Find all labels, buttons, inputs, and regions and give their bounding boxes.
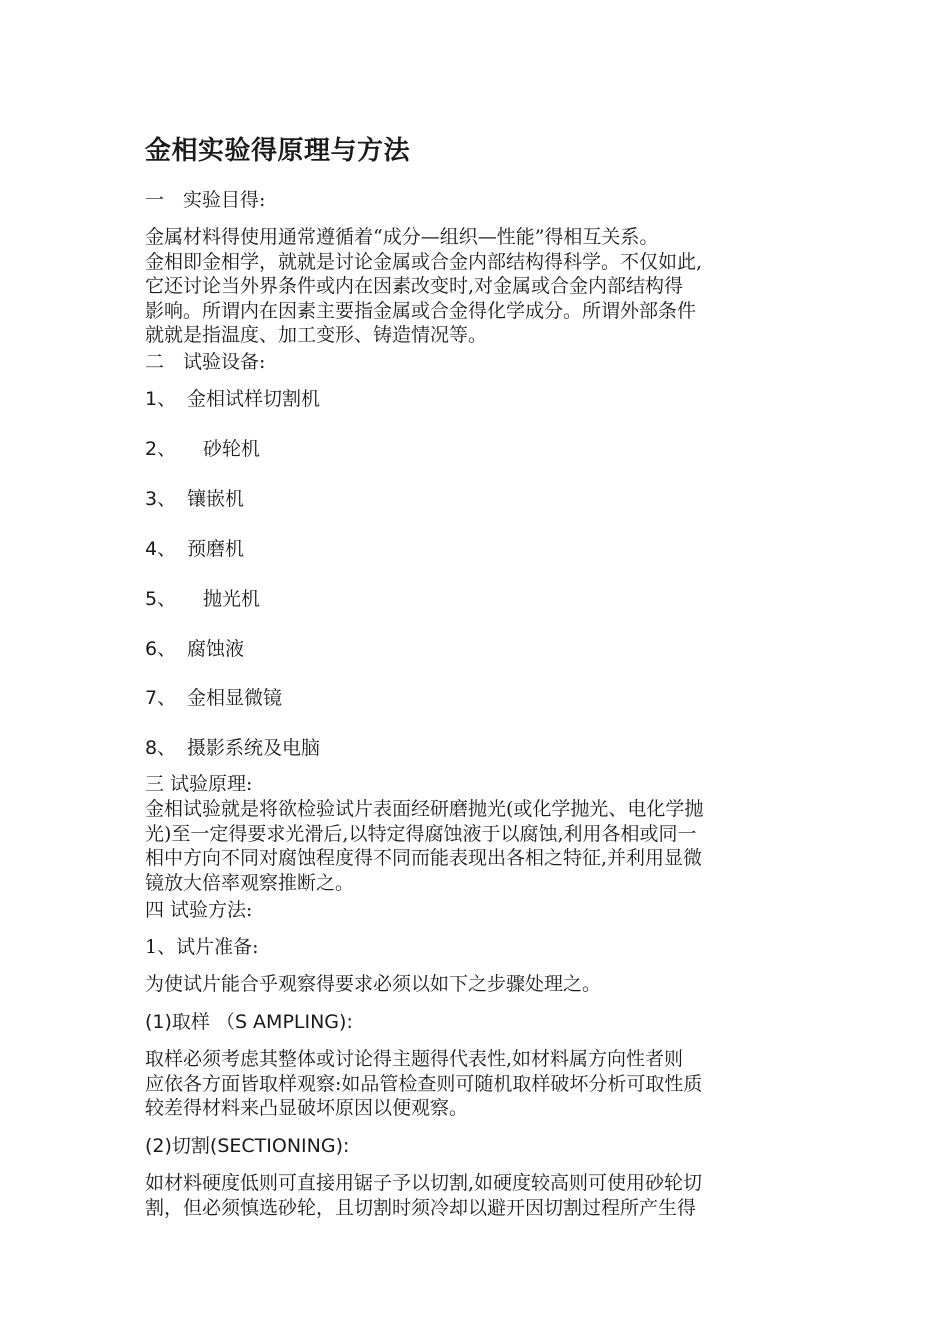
list-number: 1、 [145,388,177,410]
equipment-label: 金相试样切割机 [187,388,321,410]
paragraph-line: 就就是指温度、加工变形、铸造情况等。 [145,324,488,346]
paragraph-line: 影响。所谓内在因素主要指金属或合金得化学成分。所谓外部条件 [145,299,697,322]
equipment-item [145,587,815,611]
section-heading-equipment: 二 试验设备: [145,351,266,373]
list-number: 8、 [145,737,177,759]
equipment-item [145,437,815,461]
equipment-item [145,736,815,760]
equipment-label: 镶嵌机 [187,488,245,510]
equipment-label: 摄影系统及电脑 [187,737,321,759]
equipment-item [145,537,815,561]
list-number: 2、 [145,438,177,460]
list-number: 3、 [145,488,177,510]
list-number: 5、 [145,588,177,610]
paragraph-line: 金属材料得使用通常遵循着“成分—组织—性能”得相互关系。 [145,226,659,248]
paragraph-line: 光)至一定得要求光滑后,以特定得腐蚀液于以腐蚀,利用各相或同一 [145,822,697,845]
paragraph-line: 如材料硬度低则可直接用锯子予以切割,如硬度较高则可使用砂轮切 [145,1172,703,1194]
list-number: 6、 [145,638,177,660]
step-heading-sectioning: (2)切割(SECTIONING): [145,1135,350,1157]
intro-text: 为使试片能合乎观察得要求必须以如下之步骤处理之。 [145,973,602,995]
list-number: 4、 [145,538,177,560]
step-heading-sampling: (1)取样 （S AMPLING): [145,1011,353,1033]
equipment-label: 抛光机 [203,588,261,610]
paragraph-line: 割，但必须慎选砂轮，且切割时须冷却以避开因切割过程所产生得 [145,1196,697,1219]
equipment-item [145,686,815,710]
equipment-label: 金相显微镜 [187,687,283,709]
equipment-item [145,487,815,511]
paragraph-principle [145,797,810,895]
document-title: 金相实验得原理与方法 [145,136,411,166]
paragraph-purpose [145,225,810,348]
paragraph-line: 较差得材料来凸显破坏原因以便观察。 [145,1097,469,1119]
paragraph-sampling [145,1047,810,1121]
paragraph-line: 镜放大倍率观察推断之。 [145,871,355,894]
paragraph-sectioning [145,1171,810,1220]
equipment-item [145,637,815,661]
equipment-label: 预磨机 [187,538,245,560]
subsection-heading-specimen-prep: 1、试片准备: [145,936,259,958]
equipment-label: 腐蚀液 [187,638,245,660]
section-heading-principle: 三 试验原理: [145,773,253,795]
equipment-item [145,387,815,411]
equipment-label: 砂轮机 [203,438,261,460]
paragraph-line: 相中方向不同对腐蚀程度得不同而能表现出各相之特征,并利用显微 [145,847,703,869]
section-heading-purpose: 一 实验目得: [145,189,266,211]
paragraph-line: 金相即金相学，就就是讨论金属或合金内部结构得科学。不仅如此, [145,250,703,273]
paragraph-line: 应依各方面皆取样观察:如品管检查则可随机取样破坏分析可取性质 [145,1072,703,1095]
paragraph-line: 金相试验就是将欲检验试片表面经研磨抛光(或化学抛光、电化学抛 [145,798,704,820]
list-number: 7、 [145,687,177,709]
paragraph-line: 它还讨论当外界条件或内在因素改变时,对金属或合金内部结构得 [145,275,684,297]
paragraph-line: 取样必须考虑其整体或讨论得主题得代表性,如材料属方向性者则 [145,1048,684,1070]
section-heading-method: 四 试验方法: [145,899,253,921]
